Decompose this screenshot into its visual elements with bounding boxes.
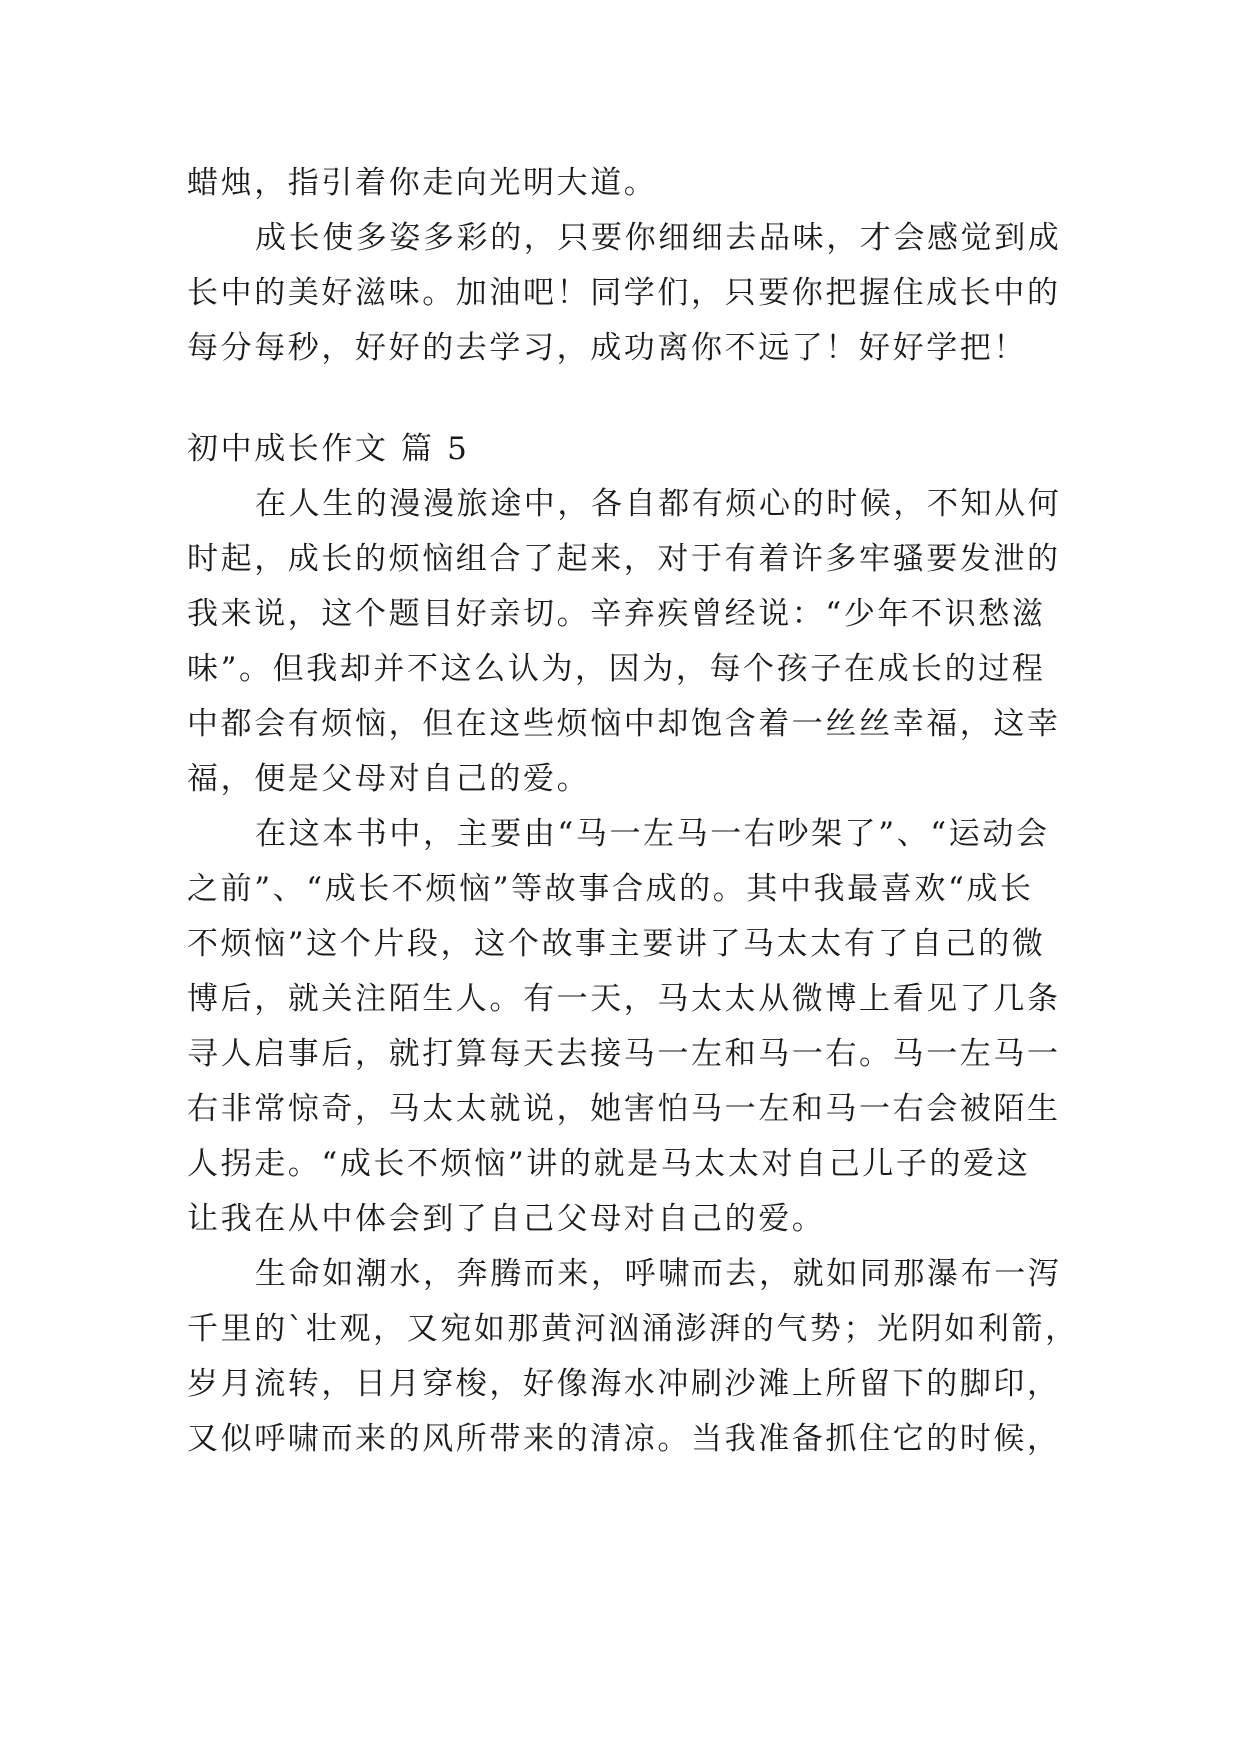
paragraph-first-line: 在这本书中，主要由“马一左马一右吵架了”、“运动会 (255, 816, 1050, 852)
text-line: 不烦恼”这个片段，这个故事主要讲了马太太有了自己的微 (187, 926, 1046, 962)
paragraph-first-line: 成长使多姿多彩的，只要你细细去品味，才会感觉到成 (255, 220, 1062, 256)
text-line: 千里的`壮观，又宛如那黄河汹涌澎湃的气势；光阴如利箭， (187, 1311, 1079, 1347)
text-line: 让我在从中体会到了自己父母对自己的爱。 (187, 1201, 826, 1237)
text-line: 每分每秒，好好的去学习，成功离你不远了！好好学把！ (187, 330, 1027, 366)
text-line: 蜡烛，指引着你走向光明大道。 (187, 165, 658, 201)
text-line: 福，便是父母对自己的爱。 (187, 761, 591, 797)
text-line: 味”。但我却并不这么认为，因为，每个孩子在成长的过程 (187, 651, 1046, 687)
text-line: 寻人启事后，就打算每天去接马一左和马一右。马一左马一 (187, 1036, 1061, 1072)
text-line: 博后，就关注陌生人。有一天，马太太从微博上看见了几条 (187, 981, 1061, 1017)
text-line: 右非常惊奇，马太太就说，她害怕马一左和马一右会被陌生 (187, 1091, 1061, 1127)
text-line: 岁月流转，日月穿梭，好像海水冲刷沙滩上所留下的脚印， (187, 1366, 1061, 1402)
text-line: 之前”、“成长不烦恼”等故事合成的。其中我最喜欢“成长 (187, 871, 1034, 907)
text-line: 人拐走。“成长不烦恼”讲的就是马太太对自己儿子的爱这 (187, 1146, 1031, 1182)
paragraph-first-line: 在人生的漫漫旅途中，各自都有烦心的时候，不知从何 (255, 486, 1062, 522)
text-line: 中都会有烦恼，但在这些烦恼中却饱含着一丝丝幸福，这幸 (187, 706, 1061, 742)
section-heading: 初中成长作文 篇 5 (187, 431, 470, 467)
text-line: 我来说，这个题目好亲切。辛弃疾曾经说：“少年不识愁滋 (187, 596, 1046, 632)
text-line: 长中的美好滋味。加油吧！同学们，只要你把握住成长中的 (187, 275, 1061, 311)
document-body (187, 156, 1079, 1467)
text-line: 时起，成长的烦恼组合了起来，对于有着许多牢骚要发泄的 (187, 541, 1061, 577)
section-spacer (187, 376, 1057, 422)
text-line: 又似呼啸而来的风所带来的清凉。当我准备抓住它的时候， (187, 1421, 1061, 1457)
paragraph-first-line: 生命如潮水，奔腾而来，呼啸而去，就如同那瀑布一泻 (255, 1256, 1062, 1292)
